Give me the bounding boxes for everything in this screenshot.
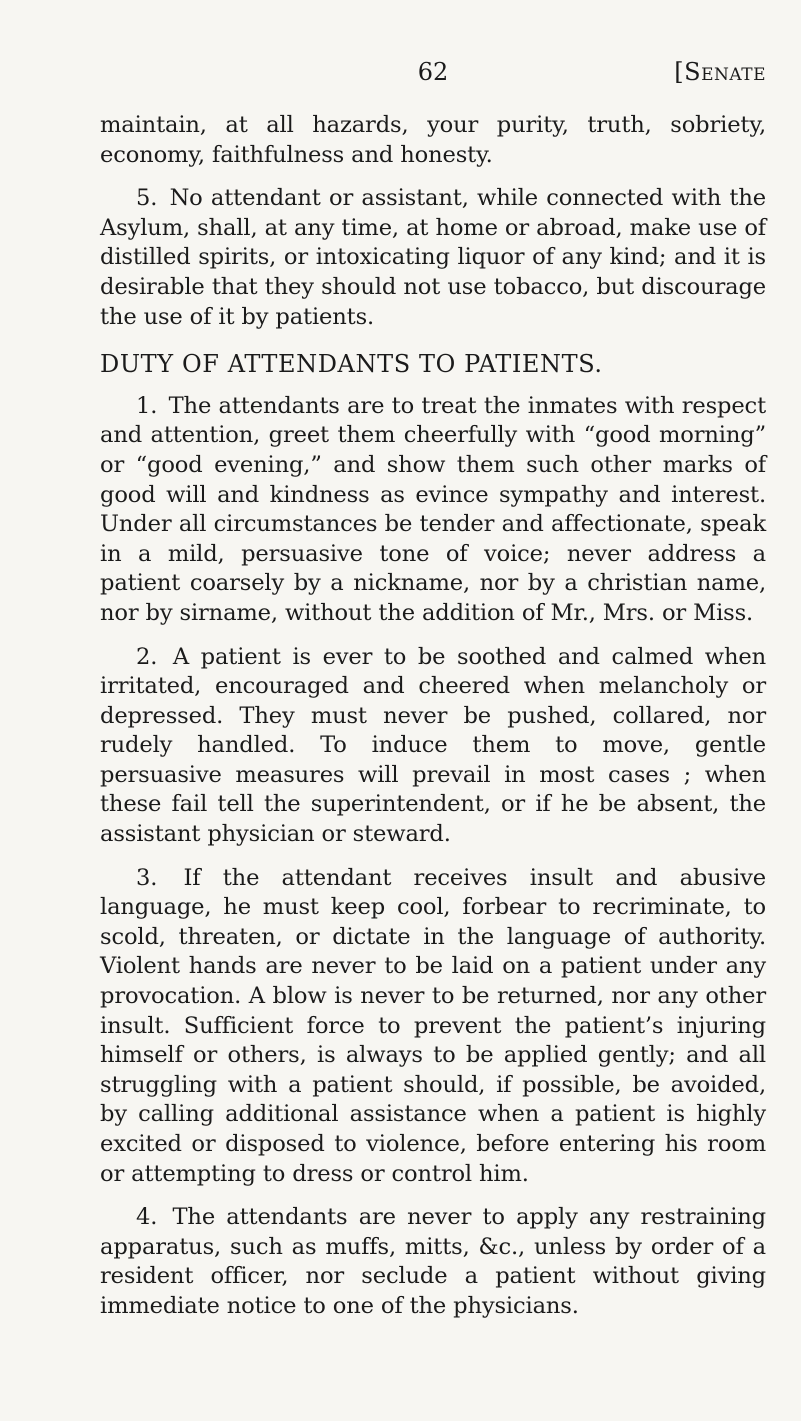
duty-rule-2-paragraph [100, 643, 766, 850]
duty-rule-4-text: The attendants are never to apply any restraining apparatus, such as muffs, mitts, &c., unless by order of a resident officer, nor seclude a patient without giving immediate notice to one of the physicians. [100, 1204, 766, 1319]
page-header [100, 58, 766, 94]
duty-rule-2-number: 2. [136, 643, 158, 670]
running-head [674, 58, 766, 86]
duty-rule-3-text: If the attendant receives insult and abusive language, he must keep cool, forbear to recriminate, to scold, threaten, or dictate in the language of authority. Violent hands are never to be laid on a patient under any provocation. A blow is never to be returned, nor any other insult. Sufficient force to prevent the patient’s injuring himself or others, is always to be applied gently; and all struggling with a patient should, if possible, be avoided, by calling additional assistance when a patient is highly excited or disposed to violence, before entering his room or attempting to dress or control him. [100, 864, 766, 1187]
duty-rule-1-paragraph [100, 392, 766, 629]
rule-5-number: 5. [136, 185, 158, 212]
body-text [100, 111, 766, 1336]
duty-rule-1-number: 1. [136, 392, 158, 419]
intro-paragraph: maintain, at all hazards, your purity, truth, sobriety, economy, faithfulness and honesty. [100, 112, 766, 168]
duty-rule-4-number: 4. [136, 1204, 158, 1231]
duty-rule-3-number: 3. [136, 864, 158, 891]
rule-5-text: No attendant or assistant, while connected with the Asylum, shall, at any time, at home or abroad, make use of distilled spirits, or intoxicating liquor of any kind; and it is desirable that they should not use tobacco, but discourage the use of it by patients. [100, 185, 766, 330]
duty-rule-1-text: The attendants are to treat the inmates with respect and attention, greet them cheerfully with “good morning” or “good evening,” and show them such other marks of good will and kindness as evince sympathy and interest. Under all circumstances be tender and affectionate, speak in a mild, persuasive tone of voice; never address a patient coarsely by a nickname, nor by a christian name, nor by sirname, without the addition of Mr., Mrs. or Miss. [100, 392, 766, 626]
duty-rule-2-text: A patient is ever to be soothed and calmed when irritated, encouraged and cheered when melancholy or depressed. They must never be pushed, collared, nor rudely handled. To induce them to move, gentle persuasive measures will prevail in most cases ; when these fail tell the superintendent, or if he be absent, the assistant physician or steward. [100, 643, 766, 848]
duty-rule-3-paragraph [100, 864, 766, 1190]
duty-rule-4-paragraph [100, 1203, 766, 1321]
section-heading: DUTY OF ATTENDANTS TO PATIENTS. [100, 350, 603, 379]
rule-5-paragraph [100, 184, 766, 332]
page-number: 62 [417, 58, 449, 86]
running-head-bracket: [ [674, 58, 685, 86]
running-head-title: Senate [684, 58, 766, 86]
